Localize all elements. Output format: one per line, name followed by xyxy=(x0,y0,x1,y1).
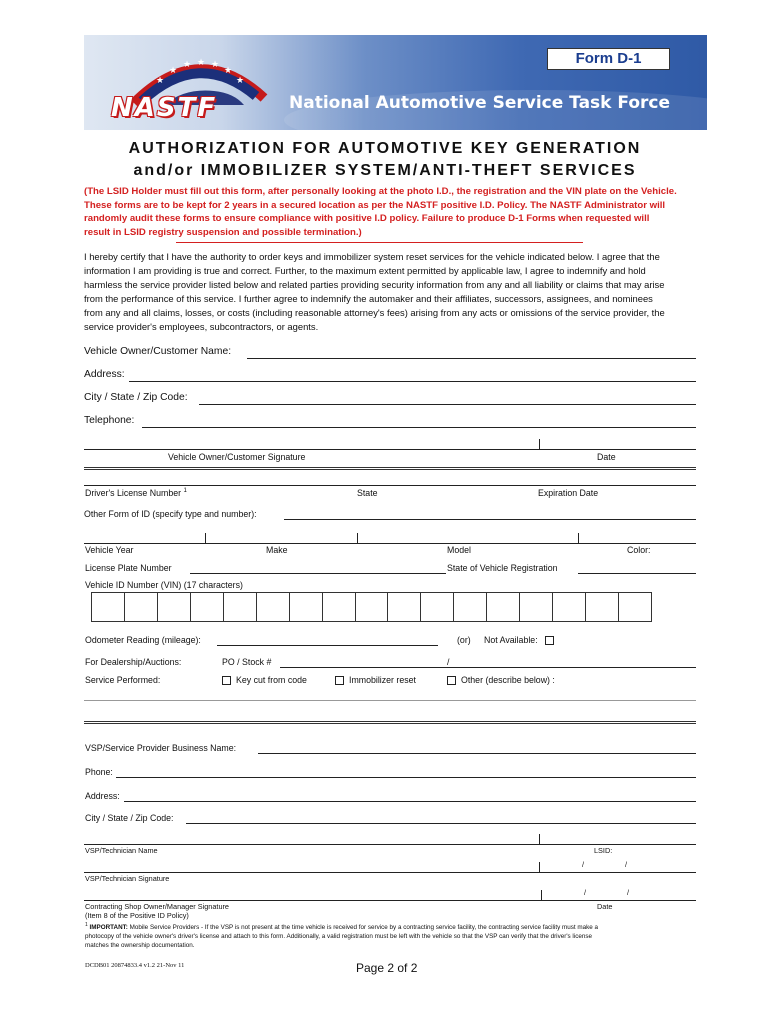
footnote-line: matches the ownership documentation. xyxy=(85,942,195,950)
vin-cell[interactable] xyxy=(586,593,619,621)
owner-name-field[interactable] xyxy=(247,358,696,359)
cert-line: harmless the service provider listed below and related parties providing security information from any and all liability or claims that may arise xyxy=(84,279,665,290)
footnote-line xyxy=(85,921,715,932)
nastf-logo-text: NASTF xyxy=(111,93,218,123)
vin-cell[interactable] xyxy=(224,593,257,621)
po-stock-field[interactable] xyxy=(280,667,696,668)
provider-address-field[interactable] xyxy=(124,801,696,802)
organization-name: National Automotive Service Task Force xyxy=(289,93,670,113)
important-footnote xyxy=(85,921,715,950)
owner-date-label: Date xyxy=(597,452,616,462)
manager-signature-field[interactable] xyxy=(84,900,696,901)
form-title-line1: AUTHORIZATION FOR AUTOMOTIVE KEY GENERATION xyxy=(128,140,642,157)
drivers-license-text: Driver's License Number xyxy=(85,488,182,498)
page-number: Page 2 of 2 xyxy=(356,961,418,975)
vin-cell[interactable] xyxy=(454,593,487,621)
vin-cell[interactable] xyxy=(388,593,421,621)
header-banner xyxy=(84,35,707,130)
svg-text:★: ★ xyxy=(183,60,192,70)
technician-signature-field[interactable] xyxy=(84,872,696,873)
field-separator xyxy=(541,890,542,900)
date-slash: / xyxy=(582,860,585,869)
vehicle-details-field[interactable] xyxy=(84,543,696,544)
svg-text:★: ★ xyxy=(236,76,245,86)
odometer-label: Odometer Reading (mileage): xyxy=(85,635,201,645)
vin-grid[interactable] xyxy=(91,592,652,622)
provider-phone-field[interactable] xyxy=(116,777,696,778)
other-id-label: Other Form of ID (specify type and number): xyxy=(84,509,257,519)
key-cut-label: Key cut from code xyxy=(236,675,307,685)
vin-cell[interactable] xyxy=(619,593,651,621)
certification-text xyxy=(84,250,708,334)
vin-cell[interactable] xyxy=(92,593,125,621)
drivers-license-label xyxy=(85,488,187,498)
provider-phone-label: Phone: xyxy=(85,767,113,777)
vin-cell[interactable] xyxy=(158,593,191,621)
cert-line: from the performance of this service. I further agree to indemnify the automaker and their affiliates, successors, assignees, and nominees xyxy=(84,293,653,304)
technician-name-field[interactable] xyxy=(84,844,696,845)
license-plate-label: License Plate Number xyxy=(85,563,172,573)
section-divider xyxy=(84,467,696,470)
technician-name-label: VSP/Technician Name xyxy=(85,846,158,855)
manager-signature-label: Contracting Shop Owner/Manager Signature xyxy=(85,902,229,911)
vin-cell[interactable] xyxy=(191,593,224,621)
owner-address-label: Address: xyxy=(84,369,125,380)
service-performed-label: Service Performed: xyxy=(85,675,161,685)
owner-name-label: Vehicle Owner/Customer Name: xyxy=(84,346,232,357)
cert-line: information I am providing is true and correct. Further, to the maximum extent permitted by applicable law, I agree to indemnify and hold xyxy=(84,265,646,276)
provider-business-field[interactable] xyxy=(258,753,696,754)
footnote-line: photocopy of the vehicle owner's driver's license and attach to this form. Additionally, a valid registration must be left with the vehicle so that the VSP can verify that the driver's license xyxy=(85,933,593,941)
vin-cell[interactable] xyxy=(553,593,586,621)
odometer-field[interactable] xyxy=(217,645,438,646)
drivers-license-field[interactable] xyxy=(84,485,696,486)
owner-signature-label: Vehicle Owner/Customer Signature xyxy=(168,452,306,462)
key-cut-checkbox[interactable] xyxy=(222,676,231,685)
date-slash: / xyxy=(627,888,630,897)
owner-address-field[interactable] xyxy=(129,381,696,382)
owner-phone-label: Telephone: xyxy=(84,415,135,426)
service-option-key-cut[interactable] xyxy=(222,675,307,685)
vin-cell[interactable] xyxy=(290,593,323,621)
license-state-label: State xyxy=(357,488,378,498)
signature-date-separator xyxy=(539,439,540,449)
vin-cell[interactable] xyxy=(257,593,290,621)
svg-text:★: ★ xyxy=(169,66,178,76)
vin-cell[interactable] xyxy=(421,593,454,621)
provider-business-label: VSP/Service Provider Business Name: xyxy=(85,743,237,753)
vin-cell[interactable] xyxy=(356,593,389,621)
vin-cell[interactable] xyxy=(125,593,158,621)
field-separator xyxy=(357,533,358,543)
svg-text:★: ★ xyxy=(224,66,233,76)
lsid-label: LSID: xyxy=(594,846,613,855)
or-label: (or) xyxy=(457,635,471,645)
vin-cell[interactable] xyxy=(520,593,553,621)
owner-city-label: City / State / Zip Code: xyxy=(84,392,188,403)
vin-cell[interactable] xyxy=(487,593,520,621)
dealership-label: For Dealership/Auctions: xyxy=(85,657,182,667)
section-divider xyxy=(84,721,696,724)
svg-text:★: ★ xyxy=(197,58,206,68)
vehicle-make-label: Make xyxy=(266,545,288,555)
owner-signature-field[interactable] xyxy=(84,449,696,450)
provider-city-label: City / State / Zip Code: xyxy=(85,813,174,823)
not-available-checkbox[interactable] xyxy=(545,636,554,645)
lsid-notice xyxy=(84,185,708,239)
other-id-field[interactable] xyxy=(284,519,696,520)
date-slash: / xyxy=(584,888,587,897)
document-code: DCDB01 20874833.4 v1.2 21-Nov 11 xyxy=(85,962,185,969)
field-separator xyxy=(578,533,579,543)
service-description-field[interactable] xyxy=(84,700,696,701)
not-available-label xyxy=(484,635,559,645)
owner-phone-field[interactable] xyxy=(142,427,696,428)
footnote-marker: 1 xyxy=(85,922,88,928)
svg-text:★: ★ xyxy=(211,60,220,70)
notice-line: result in LSID registry suspension and possible termination.) xyxy=(84,226,362,238)
cert-line: service provider's employees, subcontractors, or agents. xyxy=(84,321,319,332)
registration-state-label: State of Vehicle Registration xyxy=(447,563,558,573)
other-label: Other (describe below) : xyxy=(461,675,555,685)
technician-signature-label: VSP/Technician Signature xyxy=(85,874,170,883)
po-stock-label: PO / Stock # xyxy=(222,657,272,667)
notice-line: (The LSID Holder must fill out this form, after personally looking at the photo I.D., the registration and the VIN plate on the Vehicle. xyxy=(84,186,677,197)
footnote-marker: 1 xyxy=(183,488,187,495)
cert-line: I hereby certify that I have the authority to order keys and immobilizer system reset services for the vehicle indicated below. I agree that the xyxy=(84,251,660,262)
vehicle-year-label: Vehicle Year xyxy=(85,545,134,555)
owner-city-field[interactable] xyxy=(199,404,696,405)
field-separator xyxy=(205,533,206,543)
service-option-immobilizer[interactable] xyxy=(335,675,416,685)
registration-state-field[interactable] xyxy=(578,573,696,574)
footnote-important: IMPORTANT: xyxy=(89,924,128,932)
notice-line: These forms are to be kept for 2 years in a secured location as per the NASTF positive I.D. Policy. The NASTF Administrator will xyxy=(84,199,666,211)
vehicle-color-label: Color: xyxy=(627,545,651,555)
date-slash: / xyxy=(625,860,628,869)
positive-id-note: (Item 8 of the Positive ID Policy) xyxy=(85,911,189,920)
vin-label: Vehicle ID Number (VIN) (17 characters) xyxy=(85,580,243,590)
manager-date-label: Date xyxy=(597,902,613,911)
vehicle-model-label: Model xyxy=(447,545,471,555)
form-title-line2: and/or IMMOBILIZER SYSTEM/ANTI-THEFT SERVICES xyxy=(133,162,637,179)
notice-divider xyxy=(176,242,583,243)
field-separator xyxy=(539,862,540,872)
service-option-other[interactable] xyxy=(447,675,555,685)
other-checkbox[interactable] xyxy=(447,676,456,685)
form-id-badge: Form D-1 xyxy=(547,48,670,70)
po-stock-separator: / xyxy=(447,657,450,667)
license-plate-field[interactable] xyxy=(190,573,446,574)
immobilizer-checkbox[interactable] xyxy=(335,676,344,685)
footnote-text: Mobile Service Providers - If the VSP is not present at the time vehicle is received for service by a contracting service facility, the contracting service facility must make a xyxy=(127,924,599,932)
vin-cell[interactable] xyxy=(323,593,356,621)
provider-city-field[interactable] xyxy=(186,823,696,824)
provider-address-label: Address: xyxy=(85,791,120,801)
notice-line: randomly audit these forms to ensure compliance with positive I.D policy. Failure to produce D-1 Forms when requested will xyxy=(84,213,650,224)
immobilizer-label: Immobilizer reset xyxy=(349,675,416,685)
svg-text:★: ★ xyxy=(156,76,165,86)
cert-line: from any and all claims, losses, or costs (including reasonable attorney's fees) arising from any acts or omissions of the service provider, the xyxy=(84,307,665,318)
license-expiration-label: Expiration Date xyxy=(538,488,599,498)
field-separator xyxy=(539,834,540,844)
not-available-text: Not Available: xyxy=(484,635,538,645)
